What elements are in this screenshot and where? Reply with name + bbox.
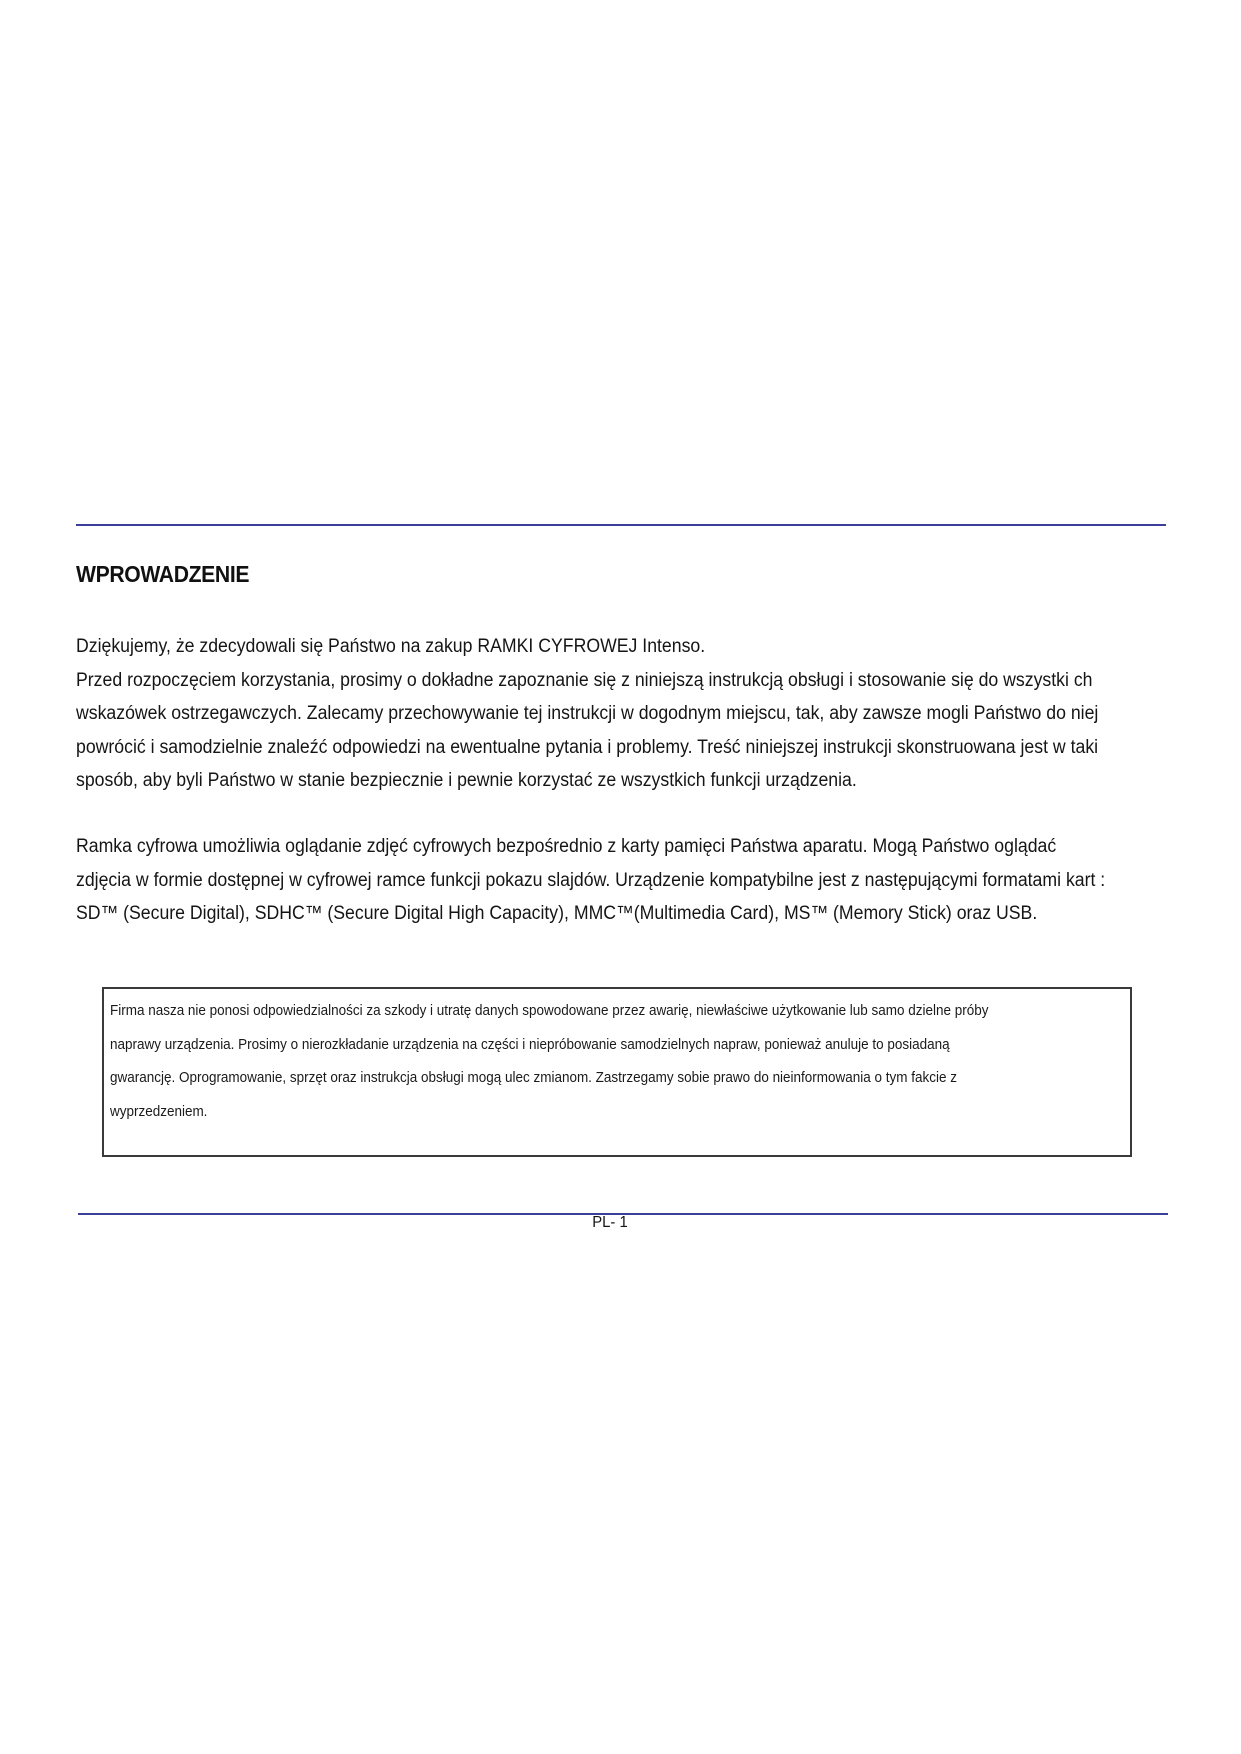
section-heading: WPROWADZENIE [76, 561, 250, 587]
disclaimer-text [110, 995, 1120, 1129]
text-line: Dziękujemy, że zdecydowali się Państwo na zakup RAMKI CYFROWEJ Intenso. [76, 636, 706, 657]
disclaimer-line: Firma nasza nie ponosi odpowiedzialności za szkody i utratę danych spowodowane przez awarię, niewłaściwe użytkowanie lub samo dzielne próby [110, 1003, 989, 1019]
disclaimer-line: gwarancję. Oprogramowanie, sprzęt oraz instrukcja obsługi mogą ulec zmianom. Zastrzegamy sobie prawo do nieinformowania o tym fakcie z [110, 1070, 957, 1086]
top-divider [76, 524, 1166, 526]
disclaimer-line: naprawy urządzenia. Prosimy o nierozkładanie urządzenia na części i niepróbowanie samodzielnych napraw, ponieważ anuluje to posiadaną [110, 1036, 950, 1053]
text-line: SD™ (Secure Digital), SDHC™ (Secure Digital High Capacity), MMC™(Multimedia Card), MS™ (Memory Stick) oraz USB. [76, 903, 1038, 924]
text-line: powrócić i samodzielnie znaleźć odpowiedzi na ewentualne pytania i problemy. Treść niniejszej instrukcji skonstruowana jest w taki [76, 736, 1099, 758]
text-line: Ramka cyfrowa umożliwia oglądanie zdjęć cyfrowych bezpośrednio z karty pamięci Państwa aparatu. Mogą Państwo oglądać [76, 836, 1057, 857]
intro-paragraph [76, 630, 1168, 798]
text-line: wskazówek ostrzegawczych. Zalecamy przechowywanie tej instrukcji w dogodnym miejscu, tak, aby zawsze mogli Państwo do niej [76, 703, 1099, 724]
disclaimer-box [102, 987, 1132, 1157]
disclaimer-line: wyprzedzeniem. [110, 1103, 208, 1120]
text-line: Przed rozpoczęciem korzystania, prosimy o dokładne zapoznanie się z niniejszą instrukcją obsługi i stosowanie się do wszystki ch [76, 669, 1093, 691]
text-line: sposób, aby byli Państwo w stanie bezpiecznie i pewnie korzystać ze wszystkich funkcji urządzenia. [76, 770, 857, 791]
compatibility-paragraph [76, 830, 1168, 931]
page-number: PL- 1 [592, 1214, 628, 1231]
text-line: zdjęcia w formie dostępnej w cyfrowej ramce funkcji pokazu slajdów. Urządzenie kompatybilne jest z następującymi formatami kart : [76, 869, 1106, 891]
